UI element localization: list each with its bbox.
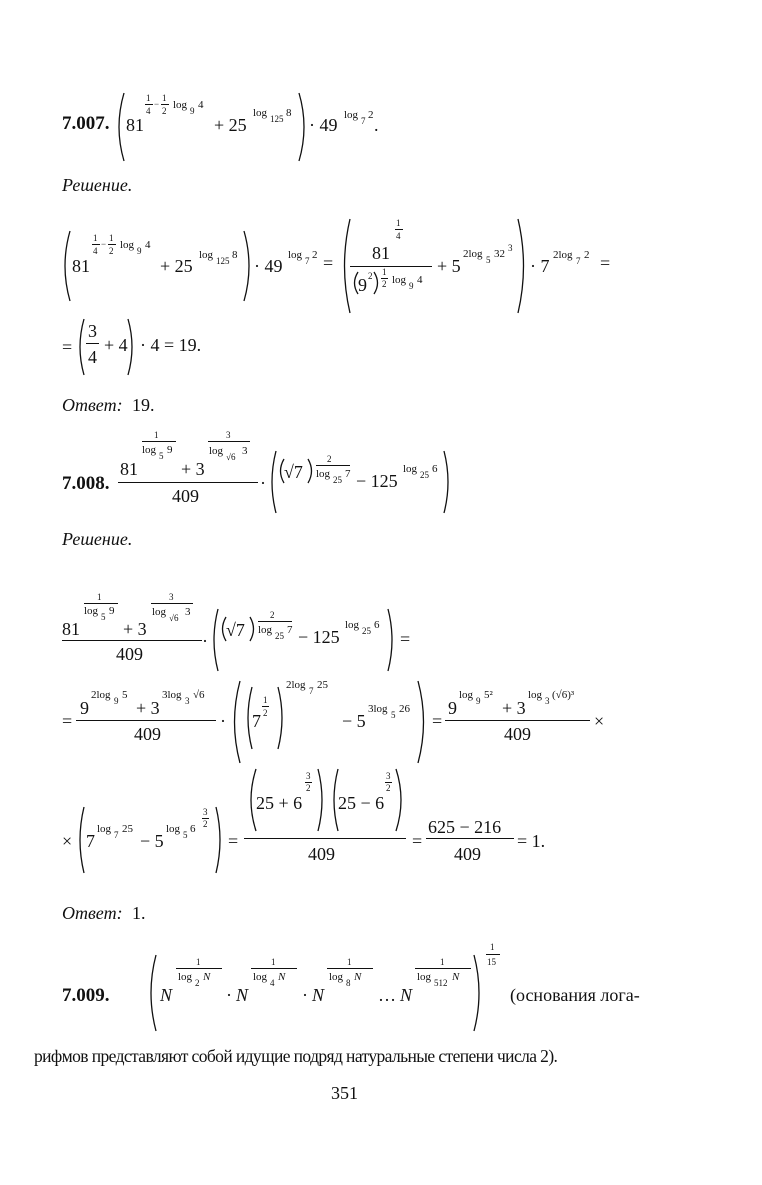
base-81: 81 [126,115,144,135]
continuation-text: рифмов представляют собой идущие подряд натуральные степени числа 2). [34,1046,558,1066]
log-base: 25 [275,631,284,641]
log-label: 2log [286,679,306,691]
log-arg: 6 [374,619,380,631]
factor-1: 25 + 6 [256,793,303,813]
log-label: log [288,249,303,261]
log-base: 5 [486,255,491,265]
log-label: log [173,99,188,111]
base-81: 81 [62,619,80,639]
numerator: 625 − 216 [428,817,502,837]
exp-num: 3 [203,807,208,817]
log-arg: N [354,971,362,983]
paren [306,458,316,484]
note: (основания лога- [510,985,640,1005]
answer-label: Ответ: [62,903,123,923]
fraction-bar [445,720,590,721]
base-9: 9 [448,698,457,718]
times-49: · 49 [309,115,338,135]
fraction-bar [76,720,216,721]
exp-fraction-bar [395,229,403,230]
paren [372,271,382,295]
equals: = [228,831,239,851]
dot: · [302,985,308,1005]
plus-5: + 5 [437,256,461,276]
log-label: log [166,823,181,835]
exp-minus: − [101,239,107,249]
log-arg: 4 [417,274,423,286]
log-label: log [253,107,268,119]
N: N [312,985,325,1005]
dot: · [202,631,208,651]
half-den: 2 [382,279,387,289]
right-paren [394,768,408,832]
exp-bar [176,968,222,969]
log-label: 3log [368,703,388,715]
exp-bar [84,603,118,604]
main-fraction-bar [118,482,258,483]
log-arg: √6 [193,689,205,701]
log-base: 3 [545,696,550,706]
fraction-bar [244,838,406,839]
main-fraction-bar [62,640,202,641]
log-base: 4 [270,978,275,988]
log-label: log [120,239,135,251]
log-arg: 26 [399,703,410,715]
log-label: log [459,689,474,701]
exp-bar [415,968,471,969]
left-paren-large [228,680,242,764]
log-base: √6 [169,613,179,623]
answer-label: Ответ: [62,395,123,415]
log-base: 512 [434,978,448,988]
exp-num: 2 [270,610,275,620]
log-base: 2 [195,978,200,988]
base-81: 81 [120,459,138,479]
log-base: 3 [185,696,190,706]
problem-number: 7.009. [62,985,110,1006]
log-label: log [344,109,359,121]
log-label: log [142,444,157,456]
log-label: log [199,249,214,261]
log-arg: 8 [286,107,292,119]
exp-bar [142,441,176,442]
log-label: log [329,971,344,983]
half-den: 2 [263,708,268,718]
log-arg: 4 [198,99,204,111]
log-base: 5 [101,612,106,622]
frac-num: 3 [88,321,97,341]
log-arg: 6 [190,823,196,835]
exp-fraction-bar-2 [108,244,116,245]
log-base: 7 [576,256,581,266]
dot: · [226,985,232,1005]
log-label: 2log [553,249,573,261]
times-49: · 49 [254,256,283,276]
log-base: 7 [361,116,366,126]
fraction-bar [426,838,514,839]
exp-fraction-bar [92,244,100,245]
log-arg: 4 [145,239,151,251]
log-label: log [417,971,432,983]
exp-num: 2 [327,454,332,464]
period: . [374,115,379,135]
exp-fraction-bar [145,104,153,105]
square: 2 [368,271,373,281]
base-81: 81 [72,256,90,276]
log-base: 7 [309,686,314,696]
log-base: 25 [362,626,371,636]
exp-den: 4 [396,231,401,241]
base-9: 9 [358,275,367,295]
fraction-bar [86,343,99,344]
log-label: log [403,463,418,475]
denominator: 409 [308,844,335,864]
half-bar [262,706,269,707]
answer-value: 1. [132,903,146,923]
sqrt-7: √7 [226,620,245,640]
exp-bar [327,968,373,969]
exp-den: 4 [146,106,151,116]
exp-den: 2 [203,819,208,829]
right-paren [472,954,486,1032]
log-base: 9 [190,106,195,116]
log-arg: 2 [584,249,590,261]
exp-den: 4 [93,246,98,256]
times: × [62,831,73,851]
right-paren [126,318,138,376]
right-paren [276,686,288,750]
log-base: 9 [476,696,481,706]
exp-den: 2 [386,783,391,793]
equals: = [600,253,611,273]
exp-num-2: 1 [162,93,167,103]
log-label: 3log [162,689,182,701]
equals: = [432,711,443,731]
outer-exp-num: 1 [490,942,495,952]
log-base: 5 [159,451,164,461]
log-base: 5 [183,830,188,840]
result: · 4 = 19. [140,335,202,355]
equals: = [62,711,73,731]
log-arg: 32 [494,248,505,260]
equals: = [62,337,73,357]
exp-num: 3 [306,771,311,781]
log-arg: 2 [312,249,318,261]
exp-num: 3 [226,430,231,440]
plus-3: + 3 [181,459,205,479]
log-label: log [392,274,407,286]
log-base: 7 [114,830,119,840]
exp-bar [251,968,297,969]
answer-value: 19. [132,395,155,415]
log-arg: 3 [185,606,191,618]
exp-num: 1 [154,430,159,440]
base-7: 7 [86,831,95,851]
half-num: 1 [263,695,268,705]
log-label: log [345,619,360,631]
plus-25: + 25 [214,115,247,135]
minus-125: − 125 [298,627,340,647]
times: × [594,711,605,731]
log-arg: 3 [242,445,248,457]
log-base: 5 [391,710,396,720]
right-paren-large [516,218,530,314]
plus-3: + 3 [502,698,526,718]
log-arg: (√6)³ [552,689,575,701]
denominator: 409 [172,486,199,506]
log-label: 2log [91,689,111,701]
problem-number: 7.007. [62,113,110,134]
problem-number: 7.008. [62,473,110,494]
log-arg: 6 [432,463,438,475]
denominator: 409 [116,644,143,664]
log-arg: 9 [167,444,173,456]
plus-25: + 25 [160,256,193,276]
cube: 3 [508,243,513,253]
left-paren [58,230,72,302]
right-paren [214,806,226,874]
minus-5: − 5 [342,711,366,731]
exp-num: 1 [97,592,102,602]
log-arg: N [278,971,286,983]
denominator: 409 [504,724,531,744]
exp-bar [316,465,350,466]
plus-3: + 3 [136,698,160,718]
log-base: 125 [270,114,284,124]
log-base: 9 [137,246,142,256]
left-paren [74,318,86,376]
log-arg: 5 [122,689,128,701]
left-paren [144,954,158,1032]
paren-pair [316,768,340,832]
exp-minus: − [154,99,160,109]
minus-125: − 125 [356,471,398,491]
paren [248,616,258,642]
log-arg: 7 [345,468,351,480]
log-label: log [316,468,331,480]
exp-den-2: 2 [109,246,114,256]
denominator: 409 [454,844,481,864]
log-base: 9 [409,281,414,291]
log-base: 25 [420,470,429,480]
right-paren [442,450,454,514]
solution-heading: Решение. [62,529,133,549]
equals: = [400,629,411,649]
denominator: 409 [134,724,161,744]
log-label: 2log [463,248,483,260]
exp-fraction-bar-2 [161,104,169,105]
half-num: 1 [382,267,387,277]
minus-5: − 5 [140,831,164,851]
exp-bar [258,621,292,622]
exp-num-2: 1 [109,233,114,243]
dot: · [220,711,226,731]
exp-num: 1 [146,93,151,103]
equals: = [323,253,334,273]
log-arg: N [203,971,211,983]
log-arg: 7 [287,624,293,636]
dot: · [260,473,266,493]
log-arg: 8 [232,249,238,261]
right-paren-large [416,680,430,764]
exp-bar [151,603,193,604]
log-arg: N [452,971,460,983]
equals: = [412,831,423,851]
times-7: · 7 [530,256,550,276]
log-label: log [84,605,99,617]
left-paren [74,806,86,874]
log-base: 25 [333,475,342,485]
page-number: 351 [331,1083,358,1103]
fraction-bar [350,266,432,267]
log-label: log [258,624,273,636]
outer-exp-bar [486,954,500,955]
exp-den-2: 2 [162,106,167,116]
plus-3: + 3 [123,619,147,639]
left-paren [112,92,126,162]
log-base: √6 [226,452,236,462]
solution-heading: Решение. [62,175,133,195]
base-7: 7 [252,711,261,731]
log-arg: 25 [122,823,133,835]
log-label: log [97,823,112,835]
N: N [400,985,413,1005]
sqrt-7: √7 [284,462,303,482]
log-label: log [178,971,193,983]
log-arg: 9 [109,605,115,617]
exp-num: 1 [347,957,352,967]
log-base: 9 [114,696,119,706]
exp-num: 3 [169,592,174,602]
log-base: 125 [216,256,230,266]
log-label: log [152,606,167,618]
exp-num: 1 [271,957,276,967]
N: N [160,985,173,1005]
exp-num: 1 [440,957,445,967]
plus-4: + 4 [104,335,128,355]
exp-bar [208,441,250,442]
log-label: log [209,445,224,457]
exp-num: 1 [396,218,401,228]
right-paren [386,608,398,672]
log-arg: 2 [368,109,374,121]
exp-num: 3 [386,771,391,781]
exp-num: 1 [196,957,201,967]
exp-den: 2 [306,783,311,793]
log-base: 7 [305,256,310,266]
ellipsis: … [378,985,396,1005]
factor-2: 25 − 6 [338,793,385,813]
log-base: 8 [346,978,351,988]
frac-den: 4 [88,347,97,367]
log-arg: 5² [484,689,493,701]
log-arg: 25 [317,679,328,691]
result: = 1. [517,831,546,851]
N: N [236,985,249,1005]
exp-num: 1 [93,233,98,243]
base-9: 9 [80,698,89,718]
log-label: log [528,689,543,701]
numerator-81: 81 [372,243,390,263]
outer-exp-den: 15 [487,957,496,967]
log-label: log [253,971,268,983]
